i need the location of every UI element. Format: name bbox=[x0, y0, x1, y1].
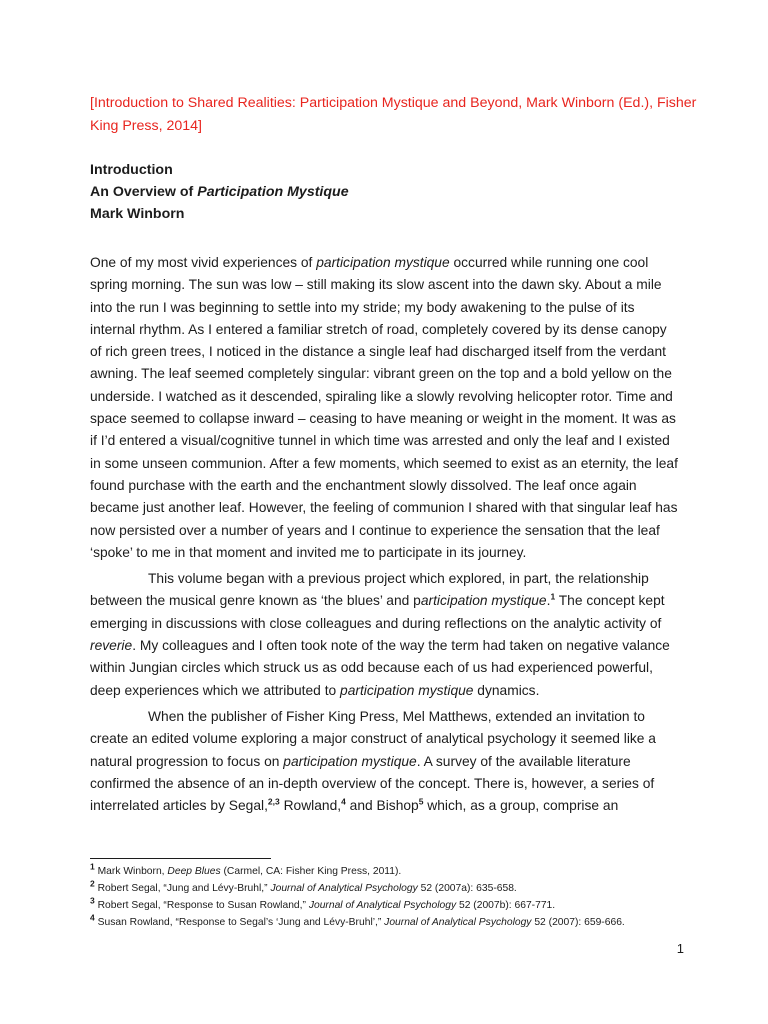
footnote: $^3$ Robert Segal, “Response to Susan Rowland,” Journal of Analytical Psychology 52 (2007b): 667-771. bbox=[90, 895, 556, 911]
author-name: Mark Winborn bbox=[90, 206, 185, 223]
footnote-ref: 2,3 bbox=[267, 796, 280, 807]
source-citation: [Introduction to Shared Realities: Participation Mystique and Beyond, Mark Winborn (Ed.), Fisher King Press, 2014] bbox=[90, 95, 697, 134]
footnote-separator bbox=[90, 858, 271, 859]
chapter-title: An Overview of Participation Mystique bbox=[90, 184, 349, 201]
footnote-ref: 1 bbox=[550, 591, 556, 602]
footnote: $^2$ Robert Segal, “Jung and Lévy-Bruhl,” Journal of Analytical Psychology 52 (2007a): 635-658. bbox=[90, 878, 517, 894]
footnote: $^4$ Susan Rowland, “Response to Segal’s ‘Jung and Lévy-Bruhl’,” Journal of Analytical Psychology 52 (2007): 659-666. bbox=[90, 912, 625, 928]
paragraph: When the publisher of Fisher King Press, Mel Matthews, extended an invitation to create an edited volume exploring a major construct of analytical psychology it seemed like a natural progression to focus on participation mystique. A survey of the available literature confirmed the absence of an in-depth overview of the concept. There is, however, a series of interrelated articles by Segal,$^{2,3}$ Rowland,$^4$ and Bishop$^5$ which, as a group, comprise an bbox=[90, 708, 656, 814]
page-number: 1 bbox=[676, 941, 684, 956]
paragraph: One of my most vivid experiences of participation mystique occurred while running one cool spring morning. The sun was low – still making its slow ascent into the dawn sky. About a mile into the run I was beginning to settle into my stride; my body awakening to the pulse of its internal rhythm. As I entered a familiar stretch of road, completely covered by its dense canopy of rich green trees, I noticed in the distance a single leaf had discharged itself from the verdant awning. The leaf seemed completely singular: vibrant green on the top and a bold yellow on the underside. I watched as it descended, spiraling like a slowly revolving helicopter rotor. Time and space seemed to collapse inward – ceasing to have meaning or weight in the moment. It was as if I’d entered a visual/cognitive tunnel in which time was arrested and only the leaf and I existed in some unseen communion. After a few moments, which seemed to exist as an eternity, the leaf found purchase with the earth and the enchantment slowly dissolved. The leaf once again became just another leaf. However, the feeling of communion I shared with that singular leaf has now persisted over a number of years and I continue to experience the sensation that the leaf ‘spoke’ to me in that moment and invited me to participate in its journey. bbox=[90, 255, 678, 560]
section-title: Introduction bbox=[90, 162, 173, 178]
body-text bbox=[90, 252, 678, 821]
footnote-ref: 5 bbox=[418, 796, 424, 807]
footnotes bbox=[90, 863, 710, 931]
footnote: $^1$ Mark Winborn, Deep Blues (Carmel, CA: Fisher King Press, 2011). bbox=[90, 861, 402, 877]
paragraph: This volume began with a previous project which explored, in part, the relationship between the musical genre known as ‘the blues’ and participation mystique.$^1$ The concept kept emerging in discussions with close colleagues and during reflections on the analytic activity of reverie. My colleagues and I often took note of the way the term had taken on negative valance within Jungian circles which struck us as odd because each of us had experienced powerful, deep experiences which we attributed to participation mystique dynamics. bbox=[90, 571, 670, 698]
chapter-heading bbox=[90, 159, 690, 226]
footnote-ref: 4 bbox=[341, 796, 346, 807]
